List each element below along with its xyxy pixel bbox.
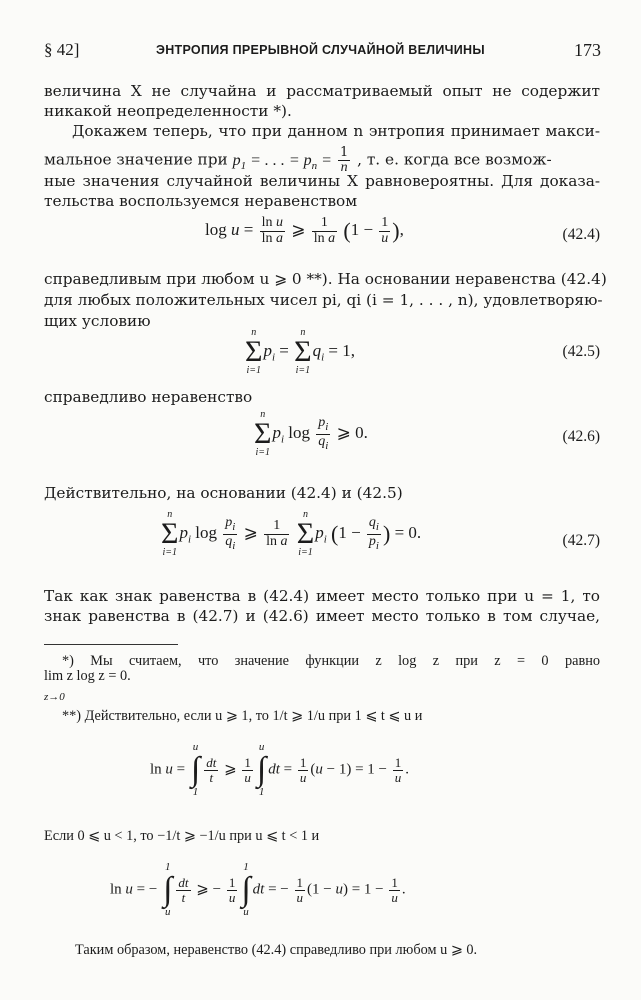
text-fragment: , т. е. когда все возмож- bbox=[357, 150, 552, 169]
footnote-conclusion: Таким образом, неравенство (42.4) справедливо при любом u ⩾ 0. bbox=[75, 942, 478, 958]
footnote-equation-1: ln u = u ∫ 1 $\frac{dt}{t}$ ⩾ $\frac{1}{u}$ u ∫ 1 dt = $\frac{1}{u}$ (u − 1) = 1 − $\frac{1}{u}$ . bbox=[150, 741, 410, 798]
equation-number: (42.4) bbox=[562, 226, 600, 243]
footnote-1-limit bbox=[44, 666, 131, 707]
running-title: ЭНТРОПИЯ ПРЕРЫВНОЙ СЛУЧАЙНОЙ ВЕЛИЧИНЫ bbox=[156, 43, 485, 57]
equation-number: (42.7) bbox=[562, 532, 600, 549]
footnote-fragment: lim z log z = 0. bbox=[44, 668, 131, 684]
footnote-rule bbox=[44, 644, 178, 645]
text-line: знак равенства в (42.7) и (42.6) имеет место только в том случае, bbox=[44, 607, 600, 625]
text-line: Так как знак равенства в (42.4) имеет место только при u = 1, то bbox=[44, 587, 600, 605]
text-line: никакой неопределенности *). bbox=[44, 102, 292, 120]
section-number: § 42] bbox=[44, 40, 80, 59]
running-header bbox=[44, 40, 601, 62]
equation-42-4: log u = $\frac{\text{ln u}}{\text{ln a}}$ ⩾ $\frac{1}{\text{ln a}}$ (1 − $\frac{1}{u}$ ), bbox=[205, 215, 404, 246]
text-fragment: мальное значение при bbox=[44, 150, 228, 169]
equation-42-7: n Σ i=1 $p_i$ log $\frac{p_i}{q_i}$ ⩾ $\frac{1}{\text{ln a}}$ n Σ i=1 $p_i$ (1 − $\frac{q_i}{p_i}$ ) = 0. bbox=[161, 509, 422, 558]
text-line: справедливо неравенство bbox=[44, 388, 253, 406]
limit-subscript: z→0 bbox=[44, 691, 65, 703]
text-line: ные значения случайной величины X равновероятны. Для доказа- bbox=[44, 172, 600, 190]
text-line: справедливым при любом u ⩾ 0 **). На основании неравенства (42.4) bbox=[44, 270, 607, 288]
page-number: 173 bbox=[574, 40, 601, 60]
text-line: величина X не случайна и рассматриваемый опыт не содержит bbox=[44, 82, 600, 100]
text-line: Действительно, на основании (42.4) и (42.5) bbox=[44, 484, 403, 502]
equation-number: (42.5) bbox=[562, 343, 600, 360]
equation-number: (42.6) bbox=[562, 428, 600, 445]
text-line: Докажем теперь, что при данном n энтропия принимает макси- bbox=[72, 122, 600, 140]
equation-42-5: n Σ i=1 $p_i$ = n Σ i=1 $q_i = 1$, bbox=[245, 327, 355, 376]
footnote-2: **) Действительно, если u ⩾ 1, то 1/t ⩾ 1/u при 1 ⩽ t ⩽ u и bbox=[62, 708, 423, 724]
footnote-equation-2: ln u = − 1 ∫ u $\frac{dt}{t}$ ⩾ − $\frac{1}{u}$ 1 ∫ u dt = − $\frac{1}{u}$ (1 − u) = 1 − $\frac{1}{u}$ . bbox=[110, 861, 406, 918]
equation-42-6: n Σ i=1 $p_i$ log $\frac{p_i}{q_i}$ ⩾ 0. bbox=[254, 409, 368, 458]
text-line: щих условию bbox=[44, 312, 151, 330]
footnote-3: Если 0 ⩽ u < 1, то −1/t ⩾ −1/u при u ⩽ t < 1 и bbox=[44, 828, 320, 844]
text-line: тельства воспользуемся неравенством bbox=[44, 192, 358, 210]
text-line: для любых положительных чисел pi, qi (i = 1, . . . , n), удовлетворяю- bbox=[44, 291, 603, 309]
text-line-with-formula: мальное значение при $p_1$ = . . . = $p_n$ = $\frac{1}{n}$ , т. е. когда все возмож- bbox=[44, 145, 552, 175]
footnote-1: *) Мы считаем, что значение функции z log z при z = 0 равно bbox=[62, 653, 600, 669]
